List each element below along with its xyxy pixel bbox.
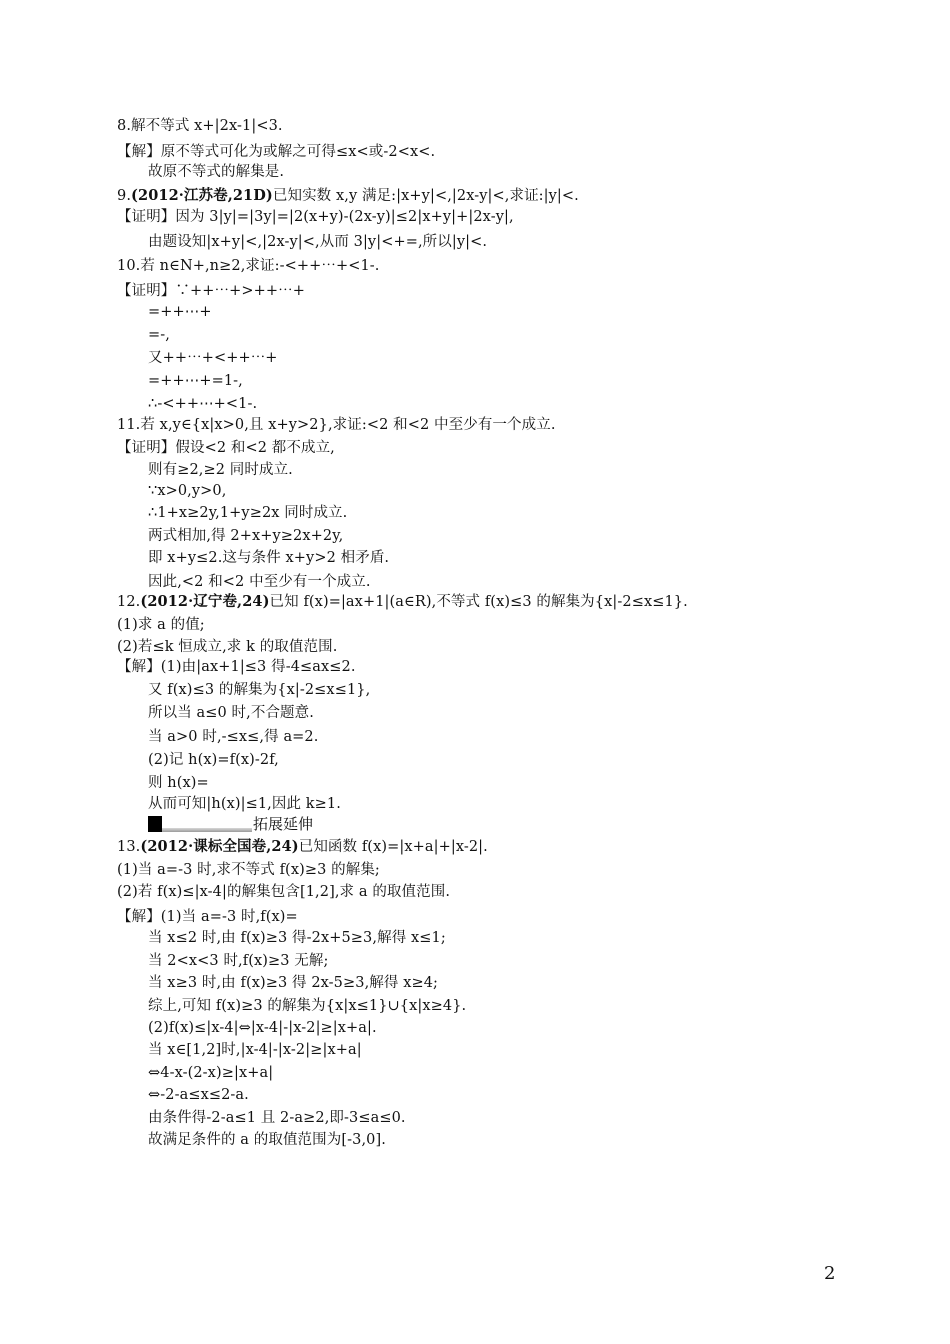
text-line [148,572,371,592]
text-line [117,907,298,927]
line-text: ∴-<++⋯+<1-. [148,396,258,412]
question-number: 13. [117,839,141,855]
line-text: 10.若 n∈N+,n≥2,求证:-<++⋯+<1-. [117,258,380,274]
exam-source: (2012·辽宁卷,24) [140,593,270,610]
text-line [148,460,293,480]
line-text: 已知实数 x,y 满足:|x+y|<,|2x-y|<,求证:|y|<. [272,188,579,204]
line-text: 由题设知|x+y|<,|2x-y|<,从而 3|y|<+=,所以|y|<. [148,234,488,250]
text-line [148,1063,273,1083]
text-line [148,1085,249,1105]
text-line [117,860,380,880]
line-text: 故满足条件的 a 的取值范围为[-3,0]. [148,1132,386,1148]
text-line [148,951,328,971]
line-text: =-, [148,327,170,343]
text-line [117,592,688,612]
text-line [148,1018,377,1038]
line-text: 从而可知|h(x)|≤1,因此 k≥1. [148,796,341,812]
text-line [117,116,283,136]
text-line [117,186,579,206]
line-text: (1)当 a=-3 时,求不等式 f(x)≥3 的解集; [117,862,380,878]
text-line [148,348,278,368]
page-number: 2 [824,1263,836,1284]
text-line [117,882,450,902]
text-line [148,371,243,391]
line-text: 又++⋯+<++⋯+ [148,350,278,366]
text-line [148,162,284,182]
line-text: 由条件得-2-a≤1 且 2-a≥2,即-3≤a≤0. [148,1110,406,1126]
line-text: 当 x∈[1,2]时,|x-4|-|x-2|≥|x+a| [148,1042,362,1058]
line-text: 综上,可知 f(x)≥3 的解集为{x|x≤1}∪{x|x≥4}. [148,998,467,1014]
text-line [148,1130,386,1150]
text-line [148,973,438,993]
text-line [148,996,466,1016]
text-line [148,526,343,546]
text-line [148,394,257,414]
exam-source: (2012·江苏卷,21D) [131,187,273,204]
text-line [148,548,389,568]
text-line [117,207,514,227]
line-text: 【证明】因为 3|y|=|3y|=|2(x+y)-(2x-y)|≤2|x+y|+|2x-y|, [117,209,514,225]
section-marker-block [148,816,162,832]
line-text: 当 x≥3 时,由 f(x)≥3 得 2x-5≥3,解得 x≥4; [148,975,439,991]
line-text: 则 h(x)= [148,775,209,791]
line-text: (2)若 f(x)≤|x-4|的解集包含[1,2],求 a 的取值范围. [117,884,451,900]
line-text: ∵x>0,y>0, [148,483,227,499]
line-text: 所以当 a≤0 时,不合题意. [148,705,314,721]
text-line [148,794,341,814]
section-heading: 拓展延伸 [253,815,314,833]
line-text: (2)记 h(x)=f(x)-2f, [148,752,279,768]
line-text: 已知 f(x)=|ax+1|(a∈R),不等式 f(x)≤3 的解集为{x|-2≤x≤1}. [269,594,688,610]
line-text: 又 f(x)≤3 的解集为{x|-2≤x≤1}, [148,682,371,698]
line-text: 因此,<2 和<2 中至少有一个成立. [148,574,371,590]
line-text: ⇔-2-a≤x≤2-a. [148,1087,249,1103]
line-text: 【解】(1)由|ax+1|≤3 得-4≤ax≤2. [117,659,356,675]
text-line [148,481,226,501]
line-text: 已知函数 f(x)=|x+a|+|x-2|. [298,839,488,855]
text-line [148,1040,362,1060]
text-line [148,928,446,948]
text-line [148,750,279,770]
line-text: (1)求 a 的值; [117,617,205,633]
line-text: ⇔4-x-(2-x)≥|x+a| [148,1065,274,1081]
text-line [117,438,335,458]
line-text: (2)f(x)≤|x-4|⇔|x-4|-|x-2|≥|x+a|. [148,1020,377,1036]
line-text: 即 x+y≤2.这与条件 x+y>2 相矛盾. [148,550,390,566]
text-line [148,703,314,723]
line-text: 【解】原不等式可化为或解之可得≤x<或-2<x<. [117,144,436,160]
text-line [117,657,356,677]
line-text: 【解】(1)当 a=-3 时,f(x)= [117,909,298,925]
text-line [148,680,370,700]
question-number: 9. [117,188,132,204]
text-line [117,415,556,435]
line-text: =++⋯+=1-, [148,373,243,389]
line-text: 8.解不等式 x+|2x-1|<3. [117,118,283,134]
text-line [148,232,487,252]
line-text: 则有≥2,≥2 同时成立. [148,462,293,478]
line-text: 两式相加,得 2+x+y≥2x+2y, [148,528,344,544]
line-text: 11.若 x,y∈{x|x>0,且 x+y>2},求证:<2 和<2 中至少有一个成立. [117,417,556,433]
line-text: ∴1+x≥2y,1+y≥2x 同时成立. [148,505,348,521]
line-text: 故原不等式的解集是. [148,164,285,180]
text-line [148,727,318,747]
exam-source: (2012·课标全国卷,24) [140,838,299,855]
line-text: =++⋯+ [148,304,212,320]
section-marker-bar [162,828,252,832]
text-line [117,615,205,635]
line-text: 当 x≤2 时,由 f(x)≥3 得-2x+5≥3,解得 x≤1; [148,930,446,946]
line-text: 【证明】∵++⋯+>++⋯+ [117,283,305,299]
text-line [117,837,488,857]
line-text: (2)若≤k 恒成立,求 k 的取值范围. [117,639,338,655]
line-text: 当 2<x<3 时,f(x)≥3 无解; [148,953,329,969]
text-line [148,302,212,322]
text-line [117,637,337,657]
text-line [148,325,170,345]
text-line [148,503,347,523]
line-text: 【证明】假设<2 和<2 都不成立, [117,440,335,456]
text-line [148,1108,406,1128]
text-line [148,773,209,793]
text-line [117,142,435,162]
text-line [117,256,379,276]
question-number: 12. [117,594,141,610]
line-text: 当 a>0 时,-≤x≤,得 a=2. [148,729,319,745]
text-line [117,281,305,301]
